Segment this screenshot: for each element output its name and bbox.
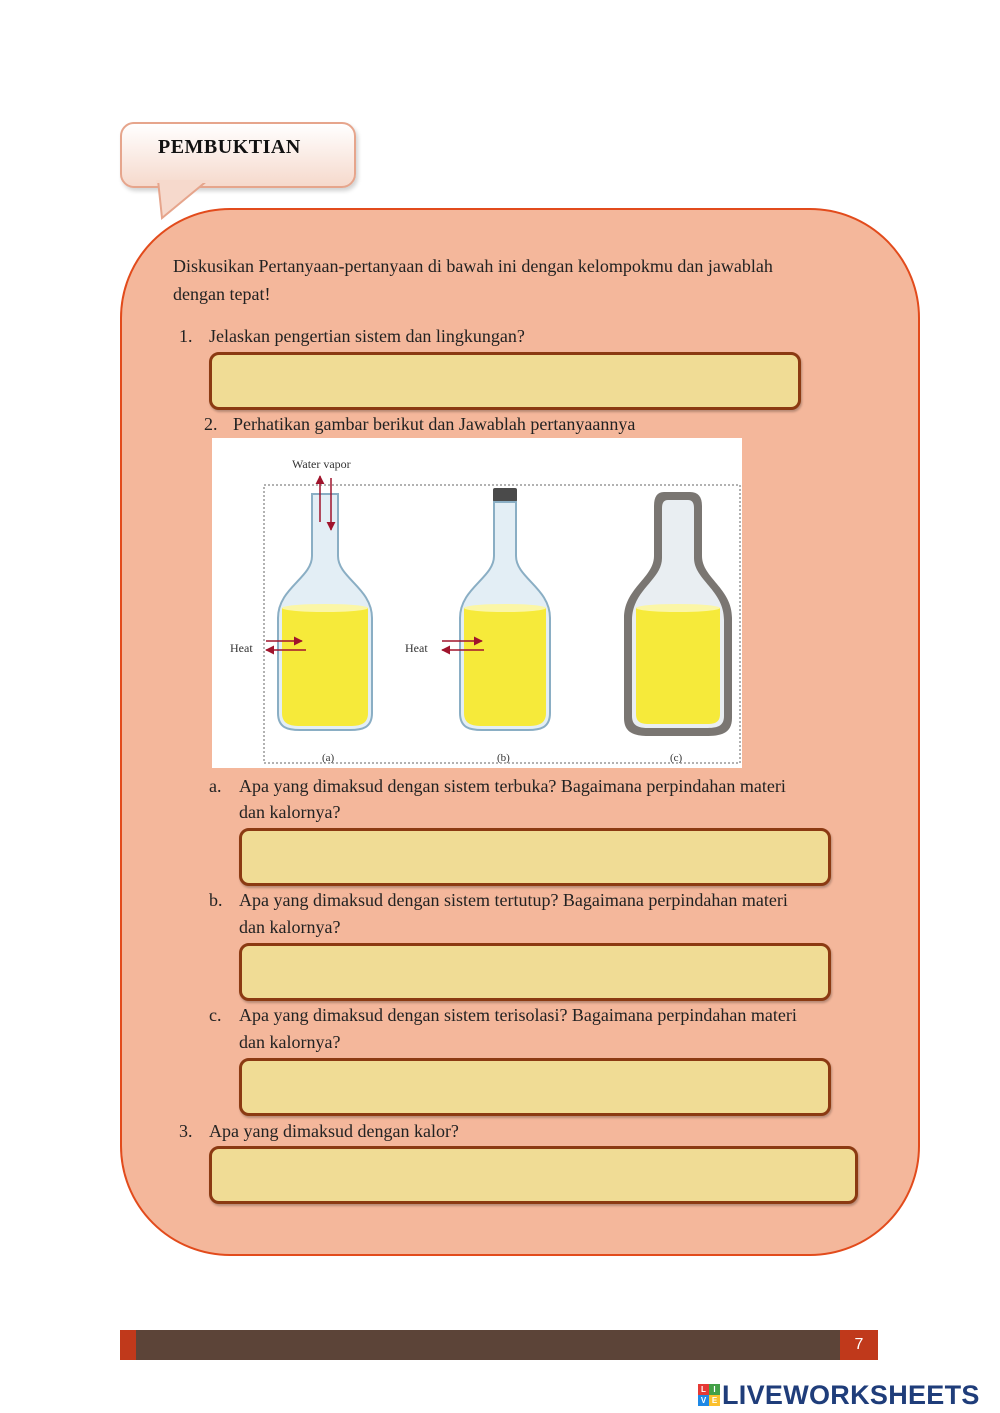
question-3-number: 3. bbox=[179, 1121, 193, 1141]
water-vapor-label: Water vapor bbox=[292, 457, 351, 471]
caption-c: (c) bbox=[670, 752, 683, 764]
footer-accent bbox=[120, 1330, 136, 1360]
page-number: 7 bbox=[840, 1330, 878, 1360]
answer-box-a[interactable] bbox=[239, 828, 831, 886]
question-1-text: Jelaskan pengertian sistem dan lingkungan? bbox=[209, 326, 525, 346]
section-title: PEMBUKTIAN bbox=[158, 136, 301, 158]
heat-label-b: Heat bbox=[405, 641, 428, 655]
bottles-illustration bbox=[212, 438, 742, 768]
liveworksheets-mark-icon: L I V E bbox=[698, 1384, 720, 1406]
question-1-number: 1. bbox=[179, 326, 193, 346]
caption-b: (b) bbox=[497, 752, 510, 764]
subquestion-a-letter: a. bbox=[209, 776, 222, 796]
question-2-number: 2. bbox=[204, 414, 218, 434]
subquestion-b-line-1: Apa yang dimaksud dengan sistem tertutup? Bagaimana perpindahan materi bbox=[239, 890, 788, 910]
question-2-text: Perhatikan gambar berikut dan Jawablah pertanyaannya bbox=[233, 414, 636, 434]
footer-bar bbox=[120, 1330, 878, 1360]
answer-box-c[interactable] bbox=[239, 1058, 831, 1116]
subquestion-b-line-2: dan kalornya? bbox=[239, 917, 341, 937]
intro-line-1: Diskusikan Pertanyaan-pertanyaan di bawah ini dengan kelompokmu dan jawablah bbox=[173, 256, 773, 276]
caption-a: (a) bbox=[322, 752, 335, 764]
open-system-bottle bbox=[266, 476, 372, 730]
system-bottles-figure bbox=[212, 438, 742, 768]
question-3-text: Apa yang dimaksud dengan kalor? bbox=[209, 1121, 459, 1141]
subquestion-a-line-1: Apa yang dimaksud dengan sistem terbuka? Bagaimana perpindahan materi bbox=[239, 776, 786, 796]
subquestion-c-line-2: dan kalornya? bbox=[239, 1032, 341, 1052]
subquestion-a-line-2: dan kalornya? bbox=[239, 802, 341, 822]
heat-label-a: Heat bbox=[230, 641, 253, 655]
answer-box-1[interactable] bbox=[209, 352, 801, 410]
answer-box-b[interactable] bbox=[239, 943, 831, 1001]
answer-box-3[interactable] bbox=[209, 1146, 858, 1204]
subquestion-c-line-1: Apa yang dimaksud dengan sistem terisolasi? Bagaimana perpindahan materi bbox=[239, 1005, 797, 1025]
isolated-system-bottle bbox=[624, 492, 732, 736]
section-callout bbox=[120, 122, 356, 188]
liveworksheets-logo bbox=[698, 1378, 980, 1412]
subquestion-c-letter: c. bbox=[209, 1005, 222, 1025]
intro-line-2: dengan tepat! bbox=[173, 284, 271, 304]
subquestion-b-letter: b. bbox=[209, 890, 223, 910]
closed-system-bottle bbox=[442, 488, 550, 730]
liveworksheets-wordmark: LIVEWORKSHEETS bbox=[722, 1379, 980, 1410]
